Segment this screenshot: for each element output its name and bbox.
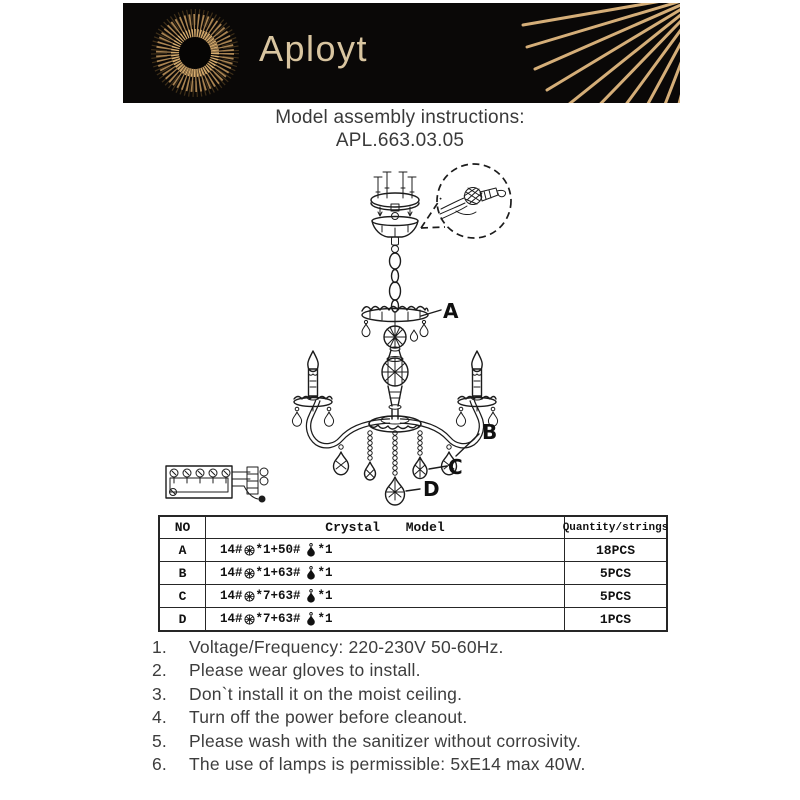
octagon-bead-icon — [244, 614, 255, 625]
row-letter: C — [178, 588, 187, 604]
teardrop-crystal-icon — [306, 566, 316, 580]
row-letter: B — [178, 565, 187, 581]
instruction-number: 6. — [152, 754, 167, 775]
instruction-text: The use of lamps is permissible: 5xE14 max 40W. — [189, 754, 586, 775]
crystal-code-part: 14# — [220, 543, 243, 557]
crystal-code-part: *1+50# — [255, 543, 301, 557]
instruction-text: Don`t install it on the moist ceiling. — [189, 683, 463, 704]
crystal-code-part: 14# — [220, 612, 243, 626]
instruction-list — [152, 636, 682, 776]
quantity-cell: 5PCS — [564, 562, 666, 584]
crystal-code-part: *7+63# — [255, 612, 301, 626]
crystal-code-part: 14# — [220, 566, 243, 580]
octagon-bead-icon — [244, 568, 255, 579]
quantity-cell: 5PCS — [564, 585, 666, 607]
crystal-code-part: *1 — [317, 566, 333, 580]
model-number: APL.663.03.05 — [335, 130, 465, 151]
banner-decoration — [123, 3, 680, 103]
callout-label-b: B — [482, 420, 498, 444]
table-row-a — [160, 538, 666, 561]
instruction-text: Turn off the power before cleanout. — [189, 707, 468, 728]
table-header-row — [160, 517, 669, 538]
quantity-cell: 1PCS — [564, 608, 666, 630]
teardrop-crystal-icon — [306, 612, 316, 626]
instruction-number: 2. — [152, 660, 167, 681]
table-row-b — [160, 561, 666, 584]
table-row-d — [160, 607, 666, 630]
crystal-code-part: *1+63# — [255, 566, 301, 580]
brand-wordmark: Aployt — [259, 28, 369, 69]
instruction-item — [152, 706, 682, 729]
crystal-model-cell — [205, 562, 564, 584]
crystal-code-part: *1 — [317, 612, 333, 626]
chandelier-assembly-diagram — [140, 155, 570, 515]
quantity-cell: 18PCS — [564, 539, 666, 561]
crystal-code-part: 14# — [220, 589, 243, 603]
row-letter: D — [178, 611, 187, 627]
crystal-code-part: *7+63# — [255, 589, 301, 603]
instruction-number: 5. — [152, 730, 167, 751]
table-row-c — [160, 584, 666, 607]
crystal-model-cell — [205, 539, 564, 561]
brand-banner — [123, 3, 680, 103]
instruction-item — [152, 659, 682, 682]
instruction-text: Please wash with the sanitizer without corrosivity. — [189, 730, 582, 751]
header-crystal-model: Crystal Model — [205, 517, 564, 538]
instruction-number: 1. — [152, 637, 167, 657]
teardrop-crystal-icon — [306, 589, 316, 603]
crystal-model-cell — [205, 608, 564, 630]
wire-connection-inset — [421, 164, 511, 238]
title-block — [0, 106, 800, 152]
teardrop-crystal-icon — [306, 543, 316, 557]
terminal-block — [166, 466, 268, 503]
corner-rays-icon — [523, 3, 680, 103]
instruction-text: Voltage/Frequency: 220-230V 50-60Hz. — [189, 637, 504, 657]
octagon-bead-icon — [244, 545, 255, 556]
instruction-number: 3. — [152, 683, 167, 704]
callout-label-d: D — [423, 477, 440, 501]
instruction-item — [152, 730, 682, 753]
crystal-code-part: *1 — [317, 543, 333, 557]
octagon-bead-icon — [244, 591, 255, 602]
instruction-item — [152, 683, 682, 706]
crystal-model-cell — [205, 585, 564, 607]
instruction-text: Please wear gloves to install. — [189, 660, 421, 681]
center-column — [382, 347, 408, 419]
sunburst-logo-icon — [159, 17, 231, 89]
crystal-code-part: *1 — [317, 589, 333, 603]
crystal-parts-table — [158, 515, 668, 632]
page-title: Model assembly instructions: — [275, 107, 525, 128]
row-letter: A — [178, 542, 187, 558]
header-no: NO — [174, 520, 191, 535]
instruction-number: 4. — [152, 707, 167, 728]
center-bowl-and-strings — [365, 416, 428, 505]
instruction-item — [152, 753, 682, 776]
callout-label-c: C — [448, 455, 463, 479]
ceiling-plate — [371, 172, 419, 220]
instruction-item — [152, 636, 682, 659]
callout-label-a: A — [443, 299, 459, 323]
header-quantity: Quantity/strings — [564, 517, 666, 538]
